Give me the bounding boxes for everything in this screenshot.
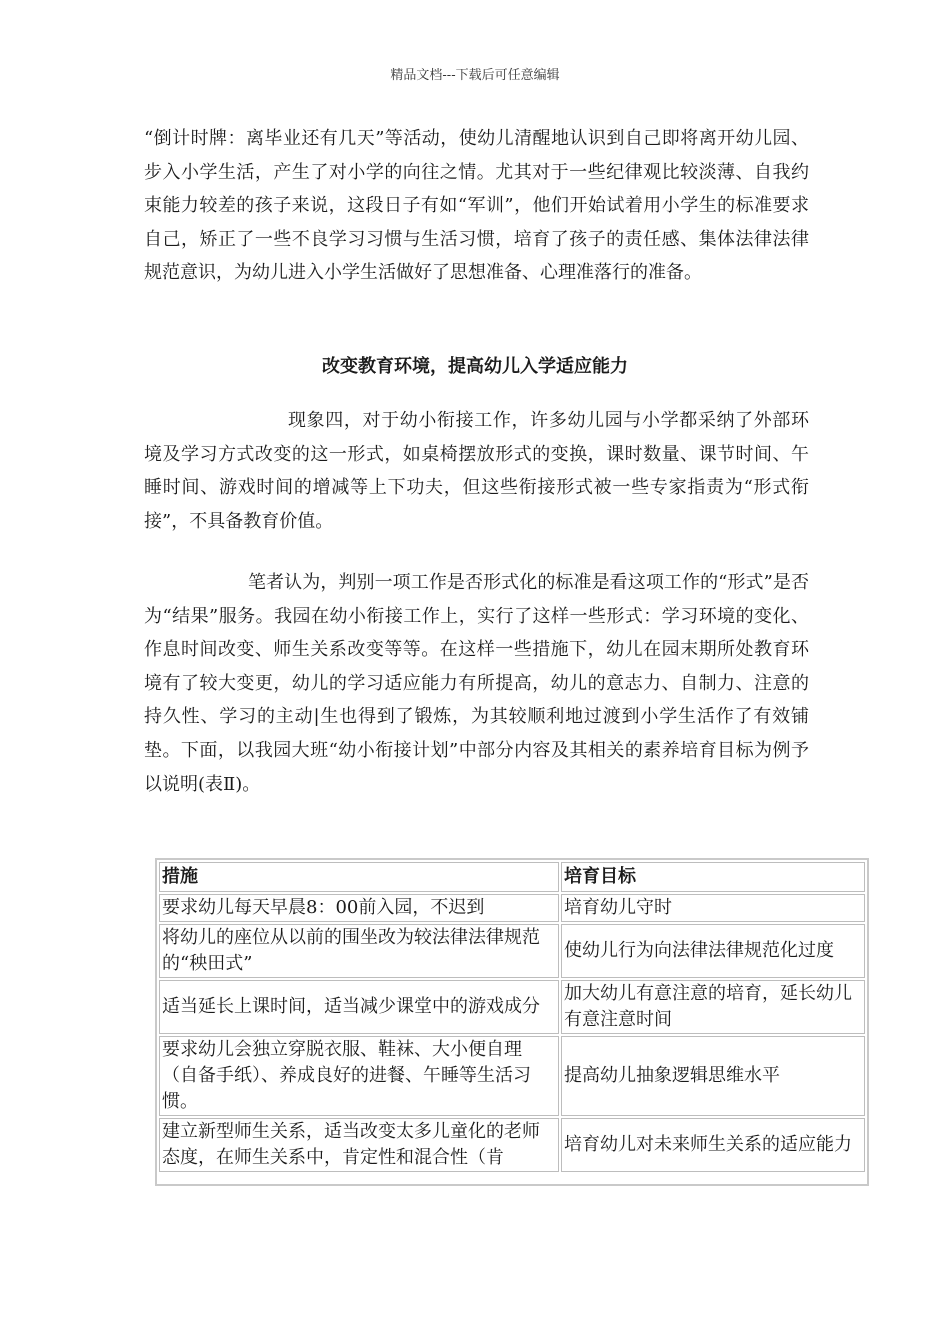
table-cell-measure: 将幼儿的座位从以前的围坐改为较法律法律规范的“秧田式” bbox=[159, 924, 559, 978]
table-header-measures: 措施 bbox=[159, 862, 559, 892]
measures-table bbox=[157, 860, 867, 1174]
table-row bbox=[159, 1036, 865, 1116]
table-cell-goal: 加大幼儿有意注意的培育，延长幼儿有意注意时间 bbox=[561, 980, 865, 1034]
table-cell-goal: 使幼儿行为向法律法律规范化过度 bbox=[561, 924, 865, 978]
table-cell-measure: 适当延长上课时间，适当减少课堂中的游戏成分 bbox=[159, 980, 559, 1034]
table-header-row bbox=[159, 862, 865, 892]
measures-table-frame bbox=[155, 858, 869, 1186]
table-row bbox=[159, 980, 865, 1034]
table-cell-goal: 培育幼儿对未来师生关系的适应能力 bbox=[561, 1118, 865, 1172]
table-cell-measure: 要求幼儿每天早晨8：00前入园，不迟到 bbox=[159, 894, 559, 922]
table-cell-goal: 提高幼儿抽象逻辑思维水平 bbox=[561, 1036, 865, 1116]
paragraph-phenomenon-four: 现象四，对于幼小衔接工作，许多幼儿园与小学都采纳了外部环境及学习方式改变的这一形式，如桌椅摆放形式的变换，课时数量、课节时间、午睡时间、游戏时间的增减等上下功夫，但这些衔接形式被一些专家指责为“形式衔接”，不具备教育价值。 bbox=[144, 410, 809, 532]
table-cell-goal: 培育幼儿守时 bbox=[561, 894, 865, 922]
paragraph-countdown-activity: “倒计时牌：离毕业还有几天”等活动，使幼儿清醒地认识到自己即将离开幼儿园、步入小学生活，产生了对小学的向往之情。尤其对于一些纪律观比较淡薄、自我约束能力较差的孩子来说，这段日子有如“军训”，他们开始试着用小学生的标准要求自己，矫正了一些不良学习习惯与生活习惯，培育了孩子的责任感、集体法律法律规范意识，为幼儿进入小学生活做好了思想准备、心理准落行的准备。 bbox=[144, 128, 809, 284]
table-cell-measure: 建立新型师生关系，适当改变太多儿童化的老师态度，在师生关系中，肯定性和混合性（肯 bbox=[159, 1118, 559, 1172]
section-heading: 改变教育环境，提高幼儿入学适应能力 bbox=[322, 356, 628, 377]
table-row bbox=[159, 894, 865, 922]
table-row bbox=[159, 1118, 865, 1172]
table-header-goals: 培育目标 bbox=[561, 862, 865, 892]
table-cell-measure: 要求幼儿会独立穿脱衣服、鞋袜、大小便自理（自备手纸）、养成良好的进餐、午睡等生活习惯。 bbox=[159, 1036, 559, 1116]
page-header: 精品文档---下载后可任意编辑 bbox=[390, 68, 560, 83]
paragraph-author-view: 笔者认为，判别一项工作是否形式化的标准是看这项工作的“形式”是否为“结果”服务。我园在幼小衔接工作上，实行了这样一些形式：学习环境的变化、作息时间改变、师生关系改变等等。在这样一些措施下，幼儿在园末期所处教育环境有了较大变更，幼儿的学习适应能力有所提高，幼儿的意志力、自制力、注意的持久性、学习的主动|生也得到了锻炼，为其较顺利地过渡到小学生活作了有效铺垫。下面，以我园大班“幼小衔接计划”中部分内容及其相关的素养培育目标为例予以说明(表Ⅱ)。 bbox=[144, 572, 809, 795]
table-row bbox=[159, 924, 865, 978]
